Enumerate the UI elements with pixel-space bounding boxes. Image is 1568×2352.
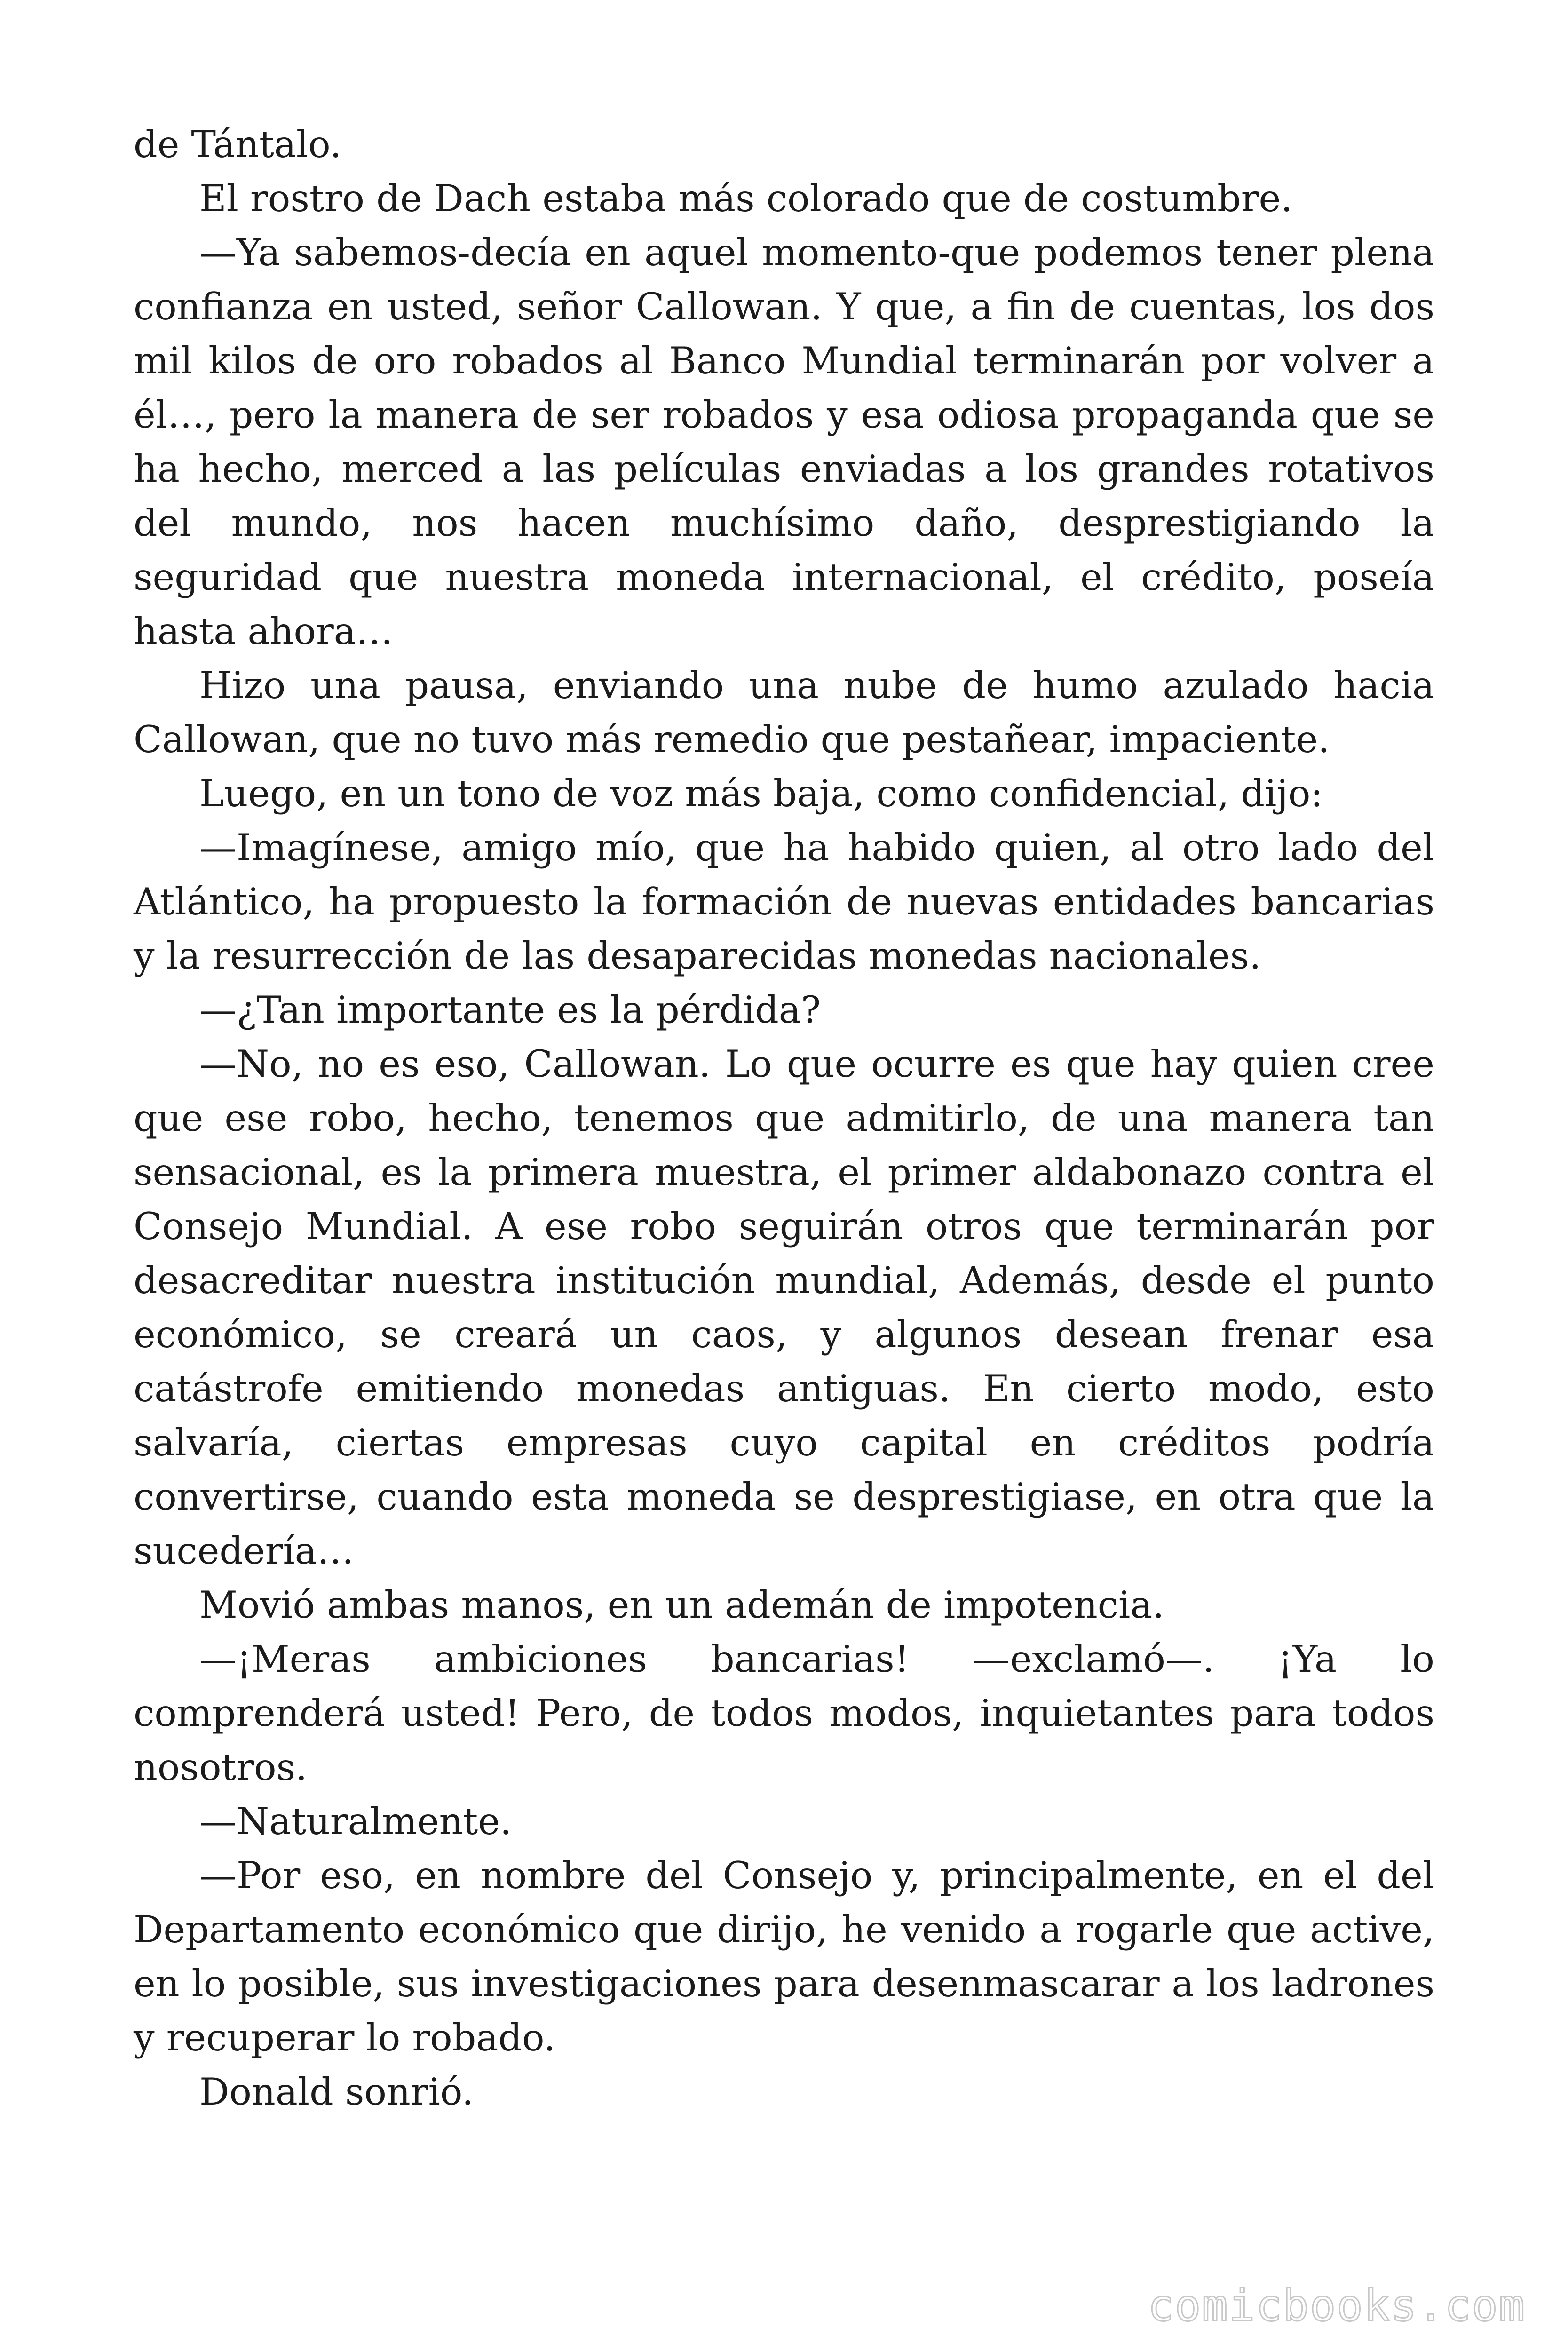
paragraph-narration: Luego, en un tono de voz más baja, como confidencial, dijo:: [199, 772, 1323, 815]
paragraph-narration: Donald sonrió.: [199, 2070, 474, 2114]
paragraph-dialogue: —¿Tan importante es la pérdida?: [199, 988, 821, 1032]
paragraph-dialogue: —Ya sabemos-decía en aquel momento-que podemos tener plena confianza en usted, señor Callowan. Y que, a fin de cuentas, los dos mil kilos de oro robados al Banco Mundial terminarán por volver a él…, pero la manera de ser robados y esa odiosa propaganda que se ha hecho, merced a las películas enviadas a los grandes rotativos del mundo, nos hacen muchísimo daño, desprestigiando la seguridad que nuestra moneda internacional, el crédito, poseía hasta ahora…: [134, 231, 1434, 653]
paragraph-narration: Movió ambas manos, en un ademán de impotencia.: [199, 1583, 1164, 1627]
paragraph-narration: El rostro de Dach estaba más colorado que de costumbre.: [199, 177, 1293, 220]
watermark: comicbooks.com: [1148, 2280, 1526, 2331]
paragraph-dialogue: —Imagínese, amigo mío, que ha habido quien, al otro lado del Atlántico, ha propuesto la formación de nuevas entidades bancarias y la resurrección de las desaparecidas monedas nacionales.: [134, 826, 1434, 977]
paragraph-dialogue: —¡Meras ambiciones bancarias! —exclamó—. ¡Ya lo comprenderá usted! Pero, de todos modos, inquietantes para todos nosotros.: [134, 1637, 1434, 1789]
paragraph-dialogue: —Naturalmente.: [199, 1800, 512, 1843]
paragraph-narration: Hizo una pausa, enviando una nube de humo azulado hacia Callowan, que no tuvo más remedio que pestañear, impaciente.: [134, 664, 1434, 761]
paragraph-dialogue: —Por eso, en nombre del Consejo y, principalmente, en el del Departamento económico que dirijo, he venido a rogarle que active, en lo posible, sus investigaciones para desenmascarar a los ladrones y recuperar lo robado.: [134, 1854, 1434, 2059]
paragraph-continuation: de Tántalo.: [134, 123, 342, 166]
body-text: [134, 118, 1434, 2119]
paragraph-dialogue: —No, no es eso, Callowan. Lo que ocurre es que hay quien cree que ese robo, hecho, tenemos que admitirlo, de una manera tan sensacional, es la primera muestra, el primer aldabonazo contra el Consejo Mundial. A ese robo seguirán otros que terminarán por desacreditar nuestra institución mundial, Además, desde el punto económico, se creará un caos, y algunos desean frenar esa catástrofe emitiendo monedas antiguas. En cierto modo, esto salvaría, ciertas empresas cuyo capital en créditos podría convertirse, cuando esta moneda se desprestigiase, en otra que la sucedería…: [134, 1042, 1434, 1573]
